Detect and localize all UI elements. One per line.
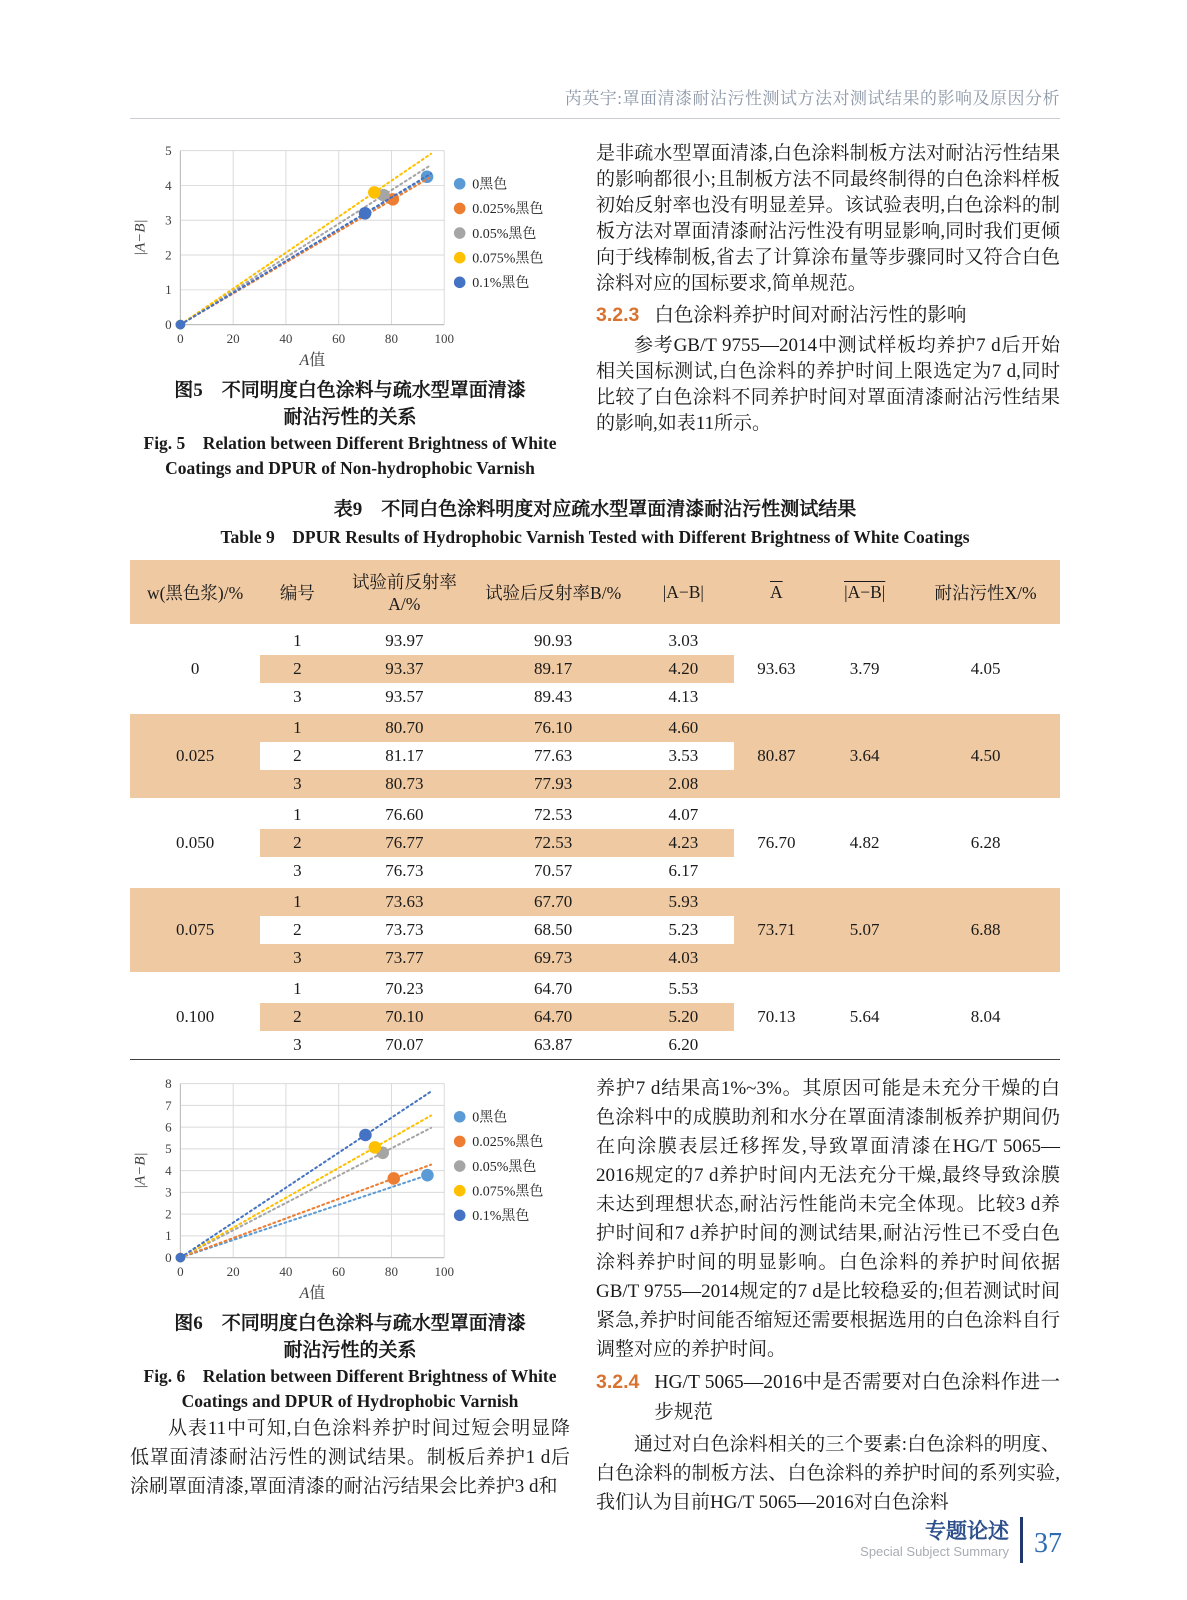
legend-label: 0.075%黑色	[472, 251, 544, 267]
section-323-title: 白色涂料养护时间对耐沾污性的影响	[654, 305, 967, 326]
legend-marker	[454, 1111, 466, 1123]
table9-col-header: 试验前反射率A/%	[335, 560, 475, 626]
table-cell: 3	[260, 683, 334, 713]
table-cell: 70.10	[335, 1003, 475, 1031]
chart-series-0.1%黑色	[176, 174, 431, 330]
paragraph-after-fig6: 养护7 d结果高1%~3%。其原因可能是未充分干燥的白色涂料中的成膜助剂和水分在罩面清漆制板养护期间仍在向涂膜表层迁移挥发,导致罩面清漆在HG/T 5065—2016规定的7 d养护时间内无法充分干燥,最终导致涂膜未达到理想状态,耐沾污性能尚未完全体现。比较3 d养护时间和7 d养护时间的测试结果,耐沾污性已不受白色涂料养护时间的明显影响。白色涂料的养护时间依据GB/T 9755—2014规定的7 d是比较稳妥的;但若测试时间紧急,养护时间能否缩短还需要根据选用的白色涂料自行调整对应的养护时间。	[596, 1078, 1060, 1360]
table9-col-header: |A−B|	[818, 560, 911, 626]
svg-text:0: 0	[165, 316, 172, 332]
svg-text:6: 6	[165, 1119, 172, 1135]
table-cell: 3.03	[632, 626, 734, 656]
data-point	[387, 1172, 400, 1185]
table-cell: 80.73	[335, 770, 475, 800]
fig5-block	[130, 141, 570, 481]
table-cell: 2	[260, 829, 334, 857]
table-cell: 2	[260, 916, 334, 944]
table-cell: 5.93	[632, 887, 734, 917]
table-cell: 6.20	[632, 1031, 734, 1060]
table-row	[130, 713, 1060, 743]
legend-marker	[454, 277, 466, 289]
table-cell: 89.17	[474, 655, 632, 683]
legend-item	[454, 1134, 544, 1150]
table-cell: 2	[260, 655, 334, 683]
svg-text:0: 0	[165, 1249, 172, 1265]
y-axis-label: |A−B|	[132, 219, 149, 256]
table9-title-cn: 表9 不同白色涂料明度对应疏水型罩面清漆耐沾污性测试结果	[333, 499, 857, 520]
chart-legend	[454, 177, 544, 292]
table-cell: 0.050	[130, 800, 260, 887]
table-cell: 5.23	[632, 916, 734, 944]
table-cell: 73.77	[335, 944, 475, 974]
table-cell: 3	[260, 1031, 334, 1060]
table9-col-header: 编号	[260, 560, 334, 626]
table-cell: 93.37	[335, 655, 475, 683]
legend-marker	[454, 178, 466, 190]
table-cell: 0	[130, 626, 260, 713]
legend-item	[454, 1208, 530, 1224]
fig5-caption-en-line1: Fig. 5 Relation between Different Brightness of White	[143, 433, 557, 453]
bottom-right-column	[596, 1074, 1060, 1517]
data-point	[359, 1129, 372, 1142]
section-324-title: HG/T 5065—2016中是否需要对白色涂料作进一步规范	[654, 1372, 1060, 1423]
svg-text:60: 60	[332, 1263, 346, 1279]
svg-text:100: 100	[434, 1263, 454, 1279]
legend-item	[454, 177, 507, 193]
trendline	[180, 1174, 431, 1258]
legend-label: 0.1%黑色	[472, 1209, 530, 1225]
table-cell: 89.43	[474, 683, 632, 713]
svg-text:80: 80	[384, 330, 398, 346]
svg-text:2: 2	[165, 247, 172, 263]
section-323-heading	[596, 300, 1060, 331]
table-row	[130, 800, 1060, 830]
svg-text:60: 60	[332, 330, 346, 346]
data-point	[369, 1141, 382, 1154]
table-cell: 3.64	[818, 713, 911, 800]
fig6-caption-cn-line1: 图6 不同明度白色涂料与疏水型罩面清漆	[174, 1313, 526, 1334]
table-cell: 4.50	[911, 713, 1060, 800]
fig5-caption-en-line2: Coatings and DPUR of Non-hydrophobic Varnish	[165, 458, 535, 478]
table-cell: 81.17	[335, 742, 475, 770]
table-cell: 76.70	[734, 800, 818, 887]
table-cell: 80.87	[734, 713, 818, 800]
table-cell: 77.63	[474, 742, 632, 770]
footer-divider-bar	[1020, 1517, 1023, 1563]
fig6-chart	[130, 1074, 570, 1304]
data-point	[421, 1169, 434, 1182]
svg-text:7: 7	[165, 1097, 172, 1113]
table-cell: 5.64	[818, 974, 911, 1060]
table-cell: 64.70	[474, 1003, 632, 1031]
chart-tick-labels	[165, 143, 454, 346]
table-cell: 1	[260, 626, 334, 656]
table-cell: 2	[260, 1003, 334, 1031]
table-cell: 76.73	[335, 857, 475, 887]
legend-marker	[454, 1210, 466, 1222]
legend-label: 0.05%黑色	[472, 1159, 537, 1175]
svg-text:80: 80	[384, 1263, 398, 1279]
table-cell: 2.08	[632, 770, 734, 800]
legend-label: 0.05%黑色	[472, 226, 537, 242]
svg-text:4: 4	[165, 177, 172, 193]
svg-text:8: 8	[165, 1076, 172, 1092]
top-right-column	[596, 141, 1060, 481]
table-cell: 5.07	[818, 887, 911, 974]
table-cell: 76.10	[474, 713, 632, 743]
table-cell: 0.075	[130, 887, 260, 974]
table-cell: 4.60	[632, 713, 734, 743]
footer-column-label	[860, 1520, 1009, 1560]
table-cell: 90.93	[474, 626, 632, 656]
table-cell: 67.70	[474, 887, 632, 917]
table9-body	[130, 626, 1060, 1060]
table-cell: 69.73	[474, 944, 632, 974]
fig6-caption-en-line1: Fig. 6 Relation between Different Brightness of White	[143, 1366, 557, 1386]
table-cell: 76.77	[335, 829, 475, 857]
section-324-number: 3.2.4	[596, 1371, 640, 1393]
svg-text:5: 5	[165, 1141, 172, 1157]
table-cell: 4.20	[632, 655, 734, 683]
fig6-block	[130, 1074, 570, 1517]
table-cell: 80.70	[335, 713, 475, 743]
table-cell: 6.28	[911, 800, 1060, 887]
table-cell: 70.07	[335, 1031, 475, 1060]
table-cell: 4.82	[818, 800, 911, 887]
table-cell: 6.88	[911, 887, 1060, 974]
fig5-caption	[130, 377, 570, 481]
table9-col-header: |A−B|	[632, 560, 734, 626]
table-row	[130, 887, 1060, 917]
legend-marker	[454, 252, 466, 264]
table-cell: 4.05	[911, 626, 1060, 713]
table-cell: 6.17	[632, 857, 734, 887]
table-cell: 93.97	[335, 626, 475, 656]
table9-header-row	[130, 560, 1060, 626]
table-cell: 73.73	[335, 916, 475, 944]
data-point	[359, 207, 372, 220]
chart-series-0.05%黑色	[176, 1128, 431, 1263]
table-cell: 1	[260, 974, 334, 1004]
top-section	[130, 141, 1060, 481]
table-cell: 3	[260, 944, 334, 974]
data-point	[368, 186, 381, 199]
bottom-section	[130, 1074, 1060, 1517]
footer-label-en: Special Subject Summary	[860, 1544, 1009, 1559]
svg-text:0: 0	[177, 330, 184, 346]
svg-text:0: 0	[177, 1263, 184, 1279]
legend-label: 0.025%黑色	[472, 202, 544, 218]
origin-point	[176, 320, 186, 330]
table-cell: 73.71	[734, 887, 818, 974]
trendline	[180, 165, 431, 325]
table-cell: 1	[260, 887, 334, 917]
table9-col-header: w(黑色浆)/%	[130, 560, 260, 626]
trendline	[180, 154, 431, 325]
svg-text:1: 1	[165, 282, 172, 298]
legend-item	[454, 201, 544, 217]
chart-series-0.025%黑色	[176, 1165, 431, 1263]
table-cell: 68.50	[474, 916, 632, 944]
table-cell: 3.79	[818, 626, 911, 713]
chart-legend	[454, 1110, 544, 1225]
table-cell: 77.93	[474, 770, 632, 800]
svg-text:4: 4	[165, 1162, 172, 1178]
running-head: 芮英宇:罩面清漆耐沾污性测试方法对测试结果的影响及原因分析	[564, 89, 1060, 108]
header-rule	[130, 118, 1060, 119]
fig5-chart	[130, 141, 570, 371]
fig6-caption-cn-line2: 耐沾污性的关系	[283, 1340, 417, 1361]
fig5-caption-cn-line2: 耐沾污性的关系	[283, 407, 417, 428]
x-axis-label: A值	[299, 1285, 326, 1303]
table-cell: 0.100	[130, 974, 260, 1060]
legend-item	[454, 275, 530, 291]
legend-marker	[454, 1136, 466, 1148]
table-cell: 73.63	[335, 887, 475, 917]
y-axis-label: |A−B|	[132, 1152, 149, 1189]
svg-text:20: 20	[226, 1263, 240, 1279]
table-cell: 5.53	[632, 974, 734, 1004]
table-cell: 63.87	[474, 1031, 632, 1060]
table-cell: 3.53	[632, 742, 734, 770]
table-cell: 72.53	[474, 800, 632, 830]
legend-marker	[454, 1160, 466, 1172]
table9-col-header: $\overline{A}$	[734, 560, 818, 626]
svg-text:1: 1	[165, 1228, 172, 1244]
table-row	[130, 974, 1060, 1004]
legend-label: 0黑色	[472, 177, 508, 193]
table-cell: 3	[260, 770, 334, 800]
table9-col-header: 试验后反射率B/%	[474, 560, 632, 626]
fig6-caption-en-line2: Coatings and DPUR of Hydrophobic Varnish	[181, 1391, 519, 1411]
paragraph-bottom-left: 从表11中可知,白色涂料养护时间过短会明显降低罩面清漆耐沾污性的测试结果。制板后养护1 d后涂刷罩面清漆,罩面清漆的耐沾污结果会比养护3 d和	[130, 1418, 570, 1497]
table-cell: 93.63	[734, 626, 818, 713]
legend-item	[454, 1110, 507, 1126]
table-cell: 64.70	[474, 974, 632, 1004]
table-cell: 72.53	[474, 829, 632, 857]
table-cell: 2	[260, 742, 334, 770]
chart-tick-labels	[165, 1076, 454, 1279]
table-cell: 4.13	[632, 683, 734, 713]
legend-item	[454, 1159, 537, 1175]
table-cell: 70.13	[734, 974, 818, 1060]
page-footer	[0, 1517, 1187, 1600]
section-323-number: 3.2.3	[596, 304, 640, 326]
section-324-heading	[596, 1367, 1060, 1428]
chart-series-0.075%黑色	[176, 154, 431, 330]
legend-label: 0.1%黑色	[472, 276, 530, 292]
table-cell: 70.57	[474, 857, 632, 887]
fig6-caption	[130, 1310, 570, 1414]
chart-series-0.025%黑色	[176, 177, 431, 330]
origin-point	[176, 1253, 186, 1263]
table-row	[130, 626, 1060, 656]
table-cell: 4.03	[632, 944, 734, 974]
footer-label-cn: 专题论述	[925, 1520, 1009, 1543]
paragraph-323: 参考GB/T 9755—2014中测试样板均养护7 d后开始相关国标测试,白色涂料的养护时间上限选定为7 d,同时比较了白色涂料不同养护时间对罩面清漆耐沾污性结果的影响,如表11所示。	[596, 335, 1060, 434]
legend-label: 0.075%黑色	[472, 1184, 544, 1200]
legend-marker	[454, 203, 466, 215]
table9	[130, 560, 1060, 1060]
legend-item	[454, 1184, 544, 1200]
paragraph-continuation: 是非疏水型罩面清漆,白色涂料制板方法对耐沾污性结果的影响都很小;且制板方法不同最终制得的白色涂料样板初始反射率也没有明显差异。该试验表明,白色涂料的制板方法对罩面清漆耐沾污性没有明显影响,同时我们更倾向于线棒制板,省去了计算涂布量等步骤同时又符合白色涂料对应的国标要求,简单规范。	[596, 143, 1060, 294]
table-cell: 76.60	[335, 800, 475, 830]
paragraph-324: 通过对白色涂料相关的三个要素:白色涂料的明度、白色涂料的制板方法、白色涂料的养护时间的系列实验,我们认为目前HG/T 5065—2016对白色涂料	[596, 1434, 1060, 1513]
fig5-caption-cn-line1: 图5 不同明度白色涂料与疏水型罩面清漆	[174, 380, 526, 401]
legend-item	[454, 226, 537, 242]
svg-text:20: 20	[226, 330, 240, 346]
table9-title-en: Table 9 DPUR Results of Hydrophobic Varnish Tested with Different Brightness of White Coatings	[220, 527, 970, 547]
svg-text:5: 5	[165, 143, 172, 159]
x-axis-label: A值	[299, 352, 326, 370]
table-cell: 4.07	[632, 800, 734, 830]
svg-text:100: 100	[434, 330, 454, 346]
page-number: 37	[1034, 1528, 1062, 1559]
svg-text:2: 2	[165, 1206, 172, 1222]
legend-marker	[454, 227, 466, 239]
legend-item	[454, 251, 544, 267]
svg-text:3: 3	[165, 212, 172, 228]
svg-text:40: 40	[279, 1263, 293, 1279]
table9-section	[130, 497, 1060, 1060]
table-cell: 1	[260, 800, 334, 830]
table-cell: 0.025	[130, 713, 260, 800]
table-cell: 3	[260, 857, 334, 887]
table-cell: 5.20	[632, 1003, 734, 1031]
legend-label: 0.025%黑色	[472, 1135, 544, 1151]
table9-col-header: 耐沾污性X/%	[911, 560, 1060, 626]
svg-text:40: 40	[279, 330, 293, 346]
table-cell: 93.57	[335, 683, 475, 713]
table-cell: 4.23	[632, 829, 734, 857]
table-cell: 70.23	[335, 974, 475, 1004]
svg-text:3: 3	[165, 1184, 172, 1200]
table-cell: 1	[260, 713, 334, 743]
table-cell: 8.04	[911, 974, 1060, 1060]
legend-label: 0黑色	[472, 1110, 508, 1126]
legend-marker	[454, 1185, 466, 1197]
